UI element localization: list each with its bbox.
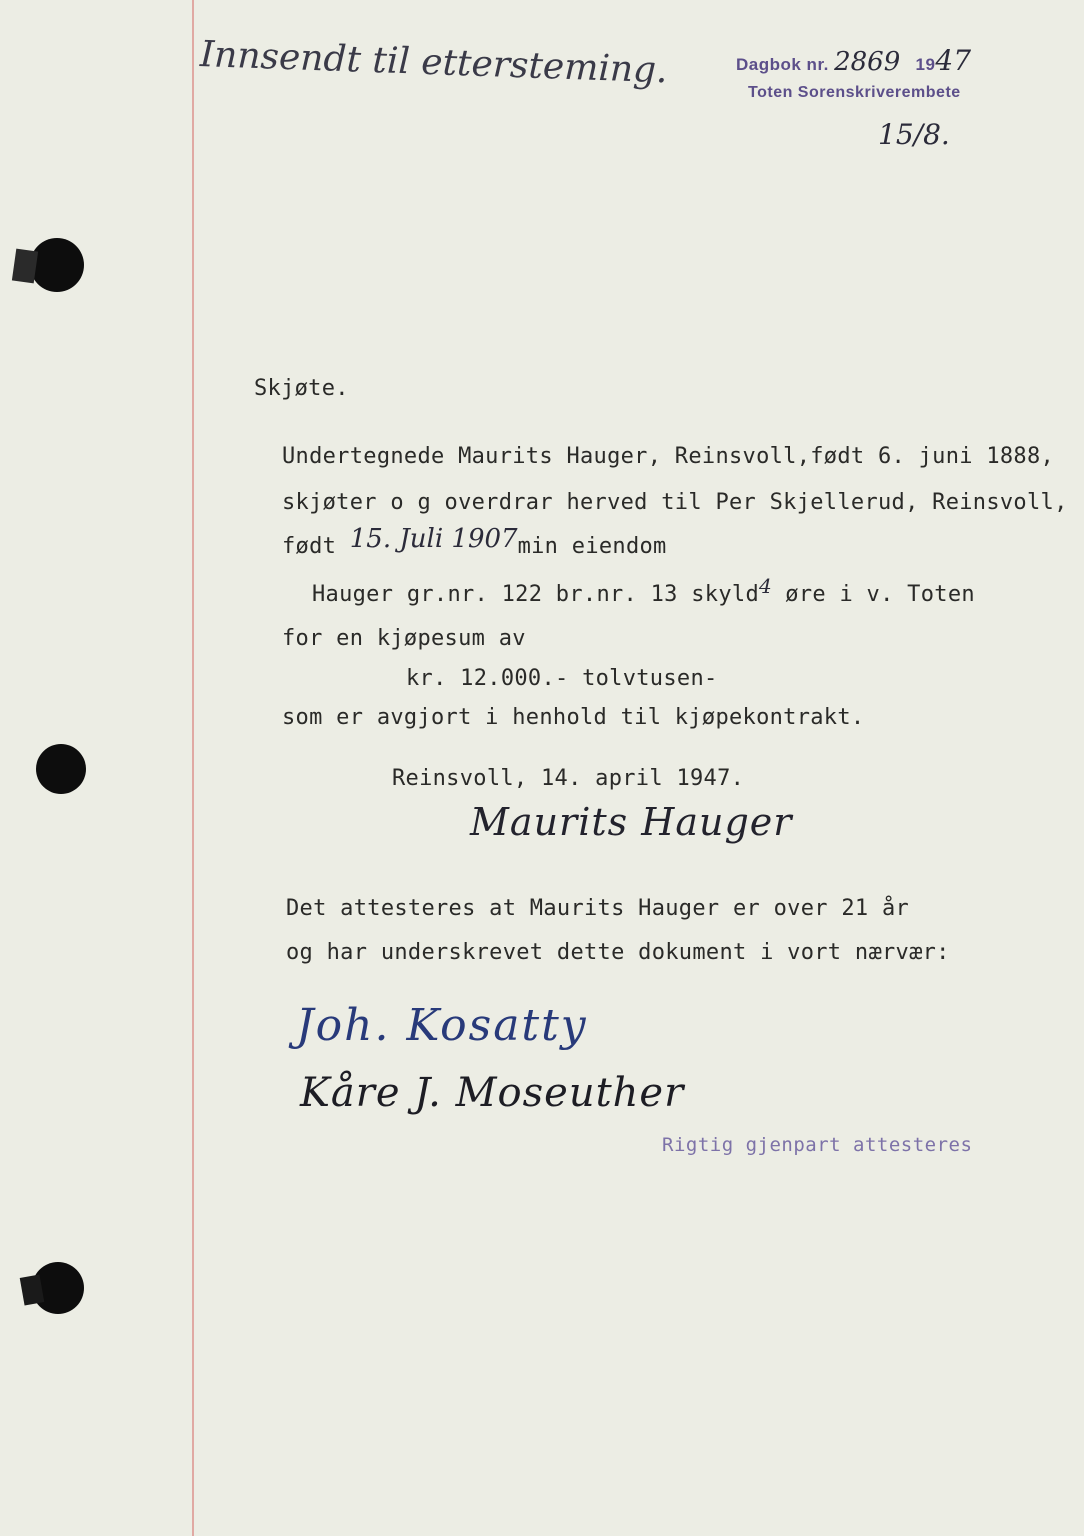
text-line-4-end: øre i v. Toten (785, 582, 975, 607)
punch-hole-middle (36, 744, 86, 794)
stamp-label: Dagbok nr. (736, 55, 829, 74)
text-line-4-start: Hauger gr.nr. 122 br.nr. 13 skyld (312, 582, 759, 607)
copy-stamp: Rigtig gjenpart attesteres (662, 1134, 973, 1156)
witness-signature-1-text: Joh. Kosatty (296, 1000, 588, 1051)
document-title: Skjøte. (254, 376, 349, 401)
stamp-office: Toten Sorenskriverembete (748, 84, 961, 101)
text-line-4 (312, 574, 975, 607)
text-line-2: skjøter o g overdrar herved til Per Skjellerud, Reinsvoll, (282, 490, 1068, 515)
attest-line-1: Det attesteres at Maurits Hauger er over 21 år (286, 896, 910, 921)
text-line-5: for en kjøpesum av (282, 626, 526, 651)
witness-signature-2-text: Kåre J. Moseuther (300, 1070, 685, 1116)
handwritten-note: Innsendt til ettersteming. (199, 34, 669, 92)
paper-scrap (12, 249, 38, 284)
seller-signature (470, 800, 850, 860)
stamp-number: 2869 (834, 47, 901, 77)
text-line-6: kr. 12.000.- tolvtusen- (406, 666, 718, 691)
stamp-date: 15/8. (878, 118, 950, 151)
place-date: Reinsvoll, 14. april 1947. (392, 766, 745, 791)
text-line-7: som er avgjort i henhold til kjøpekontrakt. (282, 705, 865, 730)
text-line-1: Undertegnede Maurits Hauger, Reinsvoll,født 6. juni 1888, (282, 444, 1055, 469)
text-line-3 (282, 524, 667, 560)
stamp-year-prefix: 19 (915, 55, 936, 74)
journal-stamp (736, 44, 971, 77)
text-line-3-end: min eiendom (517, 534, 667, 559)
witness-signature-2 (300, 1070, 685, 1130)
witness-signature-1 (296, 1000, 656, 1070)
attest-line-2: og har underskrevet dette dokument i vort nærvær: (286, 940, 950, 965)
seller-signature-text: Maurits Hauger (470, 800, 793, 844)
punch-hole-top (30, 238, 84, 292)
text-line-3-start: født (282, 534, 337, 559)
birth-date-handwritten: 15. Juli 1907 (349, 524, 518, 554)
stamp-year-suffix: 47 (935, 44, 972, 77)
margin-line (192, 0, 194, 1536)
skyld-handwritten: 4 (759, 574, 772, 598)
